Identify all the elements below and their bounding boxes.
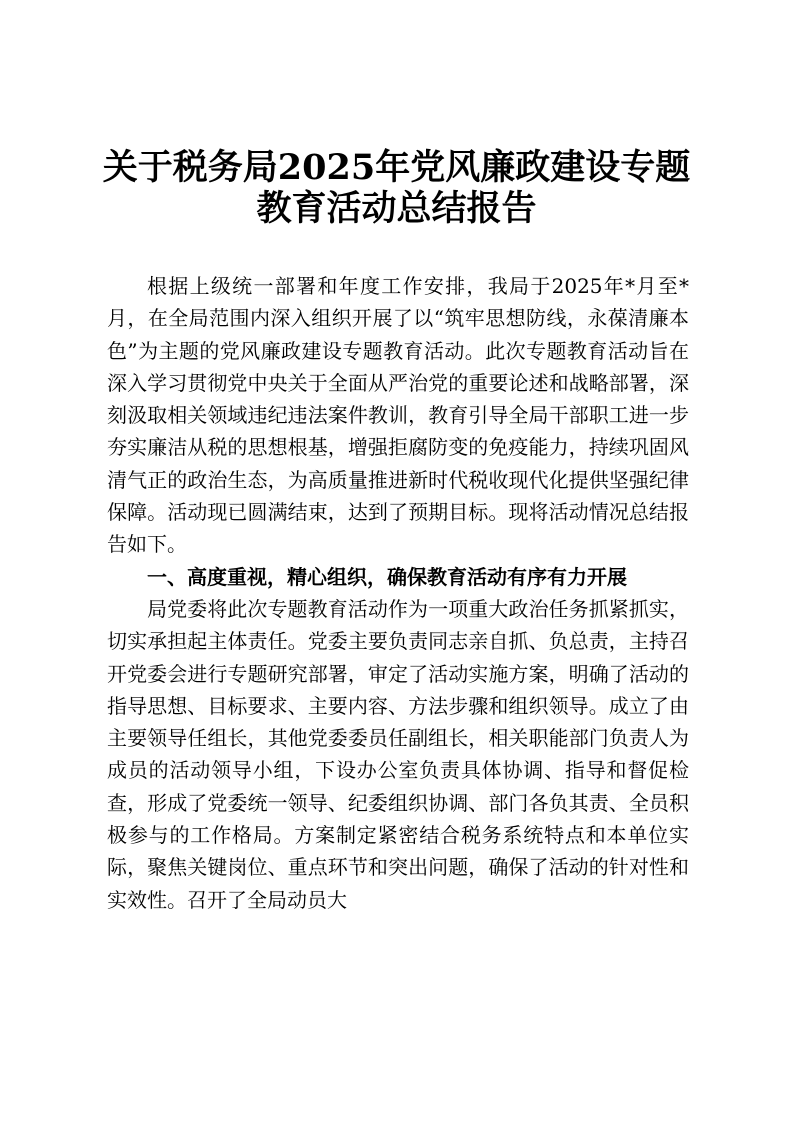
document-body [107,270,689,916]
title-line-2: 教育活动总结报告 [256,188,537,229]
document-title [0,147,793,229]
section-heading-1: 一、高度重视，精心组织，确保教育活动有序有力开展 [147,564,627,589]
intro-paragraph: 根据上级统一部署和年度工作安排，我局于2025年*月至*月，在全局范围内深入组织开展了以“筑牢思想防线，永葆清廉本色”为主题的党风廉政建设专题教育活动。此次专题教育活动旨在深入学习贯彻党中央关于全面从严治党的重要论述和战略部署，深刻汲取相关领域违纪违法案件教训，教育引导全局干部职工进一步夯实廉洁从税的思想根基，增强拒腐防变的免疫能力，持续巩固风清气正的政治生态，为高质量推进新时代税收现代化提供坚强纪律保障。活动现已圆满结束，达到了预期目标。现将活动情况总结报告如下。 [107,274,689,557]
section-1-paragraph: 局党委将此次专题教育活动作为一项重大政治任务抓紧抓实，切实承担起主体责任。党委主要负责同志亲自抓、负总责，主持召开党委会进行专题研究部署，审定了活动实施方案，明确了活动的指导思想、目标要求、主要内容、方法步骤和组织领导。成立了由主要领导任组长，其他党委委员任副组长，相关职能部门负责人为成员的活动领导小组，下设办公室负责具体协调、指导和督促检查，形成了党委统一领导、纪委组织协调、部门各负其责、全员积极参与的工作格局。方案制定紧密结合税务系统特点和本单位实际，聚焦关键岗位、重点环节和突出问题，确保了活动的针对性和实效性。召开了全局动员大 [107,596,689,912]
title-line-1: 关于税务局2025年党风廉政建设专题 [102,147,691,188]
